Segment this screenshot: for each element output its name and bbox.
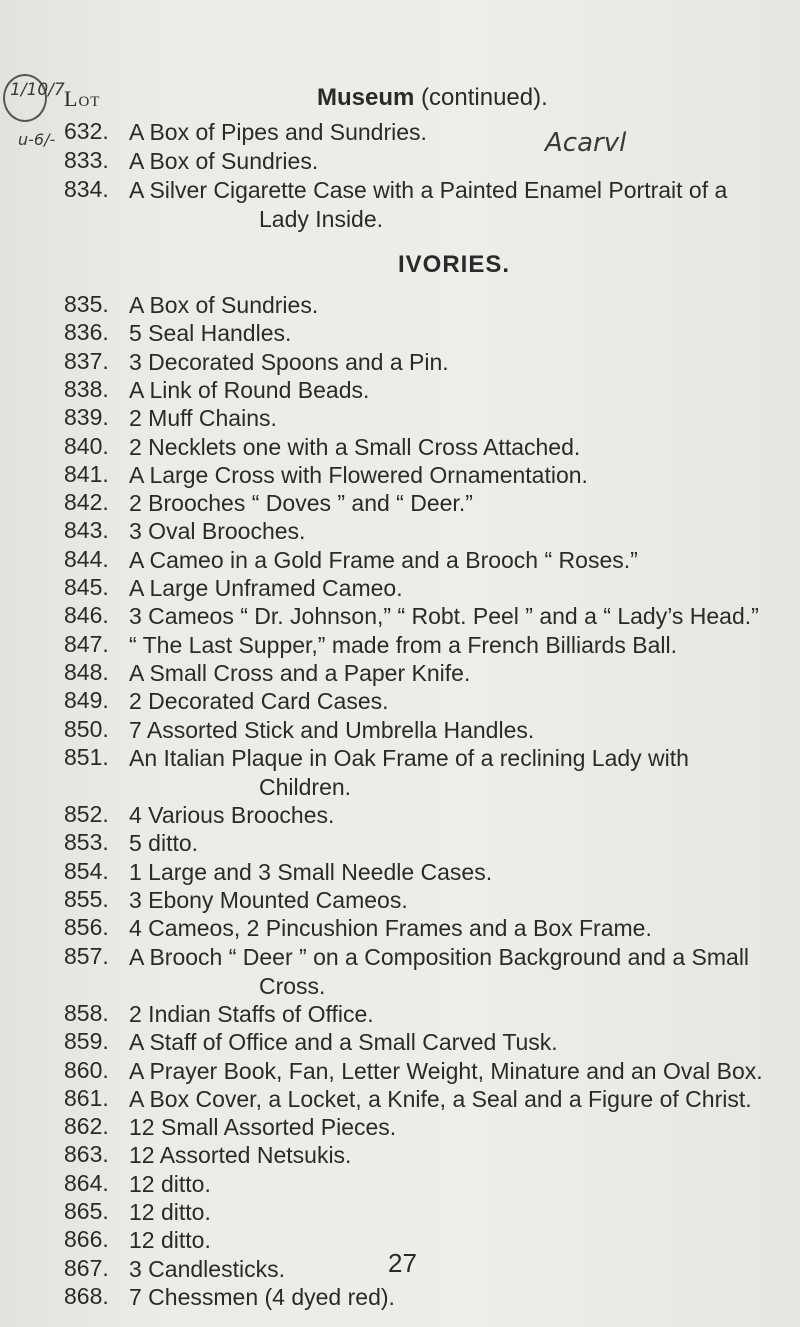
lot-description <box>129 1000 789 1029</box>
handwritten-buyer-note: Acarvl <box>545 128 627 158</box>
lot-number: 848. <box>64 658 109 685</box>
lot-number: 851. <box>64 743 109 770</box>
lot-description-text: A Brooch “ Deer ” on a Composition Background and a Small <box>129 943 750 970</box>
lot-number: 856. <box>64 914 109 941</box>
lot-number: 840. <box>64 432 109 459</box>
lot-number: 843. <box>64 517 109 544</box>
lot-description <box>129 687 789 716</box>
lot-number: 632. <box>64 118 109 144</box>
lot-number: 859. <box>64 1028 109 1055</box>
lot-description-text: 1 Large and 3 Small Needle Cases. <box>129 858 493 885</box>
lot-description <box>129 858 789 887</box>
lot-description-text: A Prayer Book, Fan, Letter Weight, Minature and an Oval Box. <box>129 1057 763 1084</box>
lot-number: 833. <box>64 147 109 173</box>
lot-description <box>129 1113 789 1142</box>
lot-description-text: A Small Cross and a Paper Knife. <box>129 659 471 686</box>
lot-description-text: A Large Cross with Flowered Ornamentation. <box>129 461 588 488</box>
lot-number: 849. <box>64 687 109 714</box>
lot-description-text: 2 Brooches “ Doves ” and “ Deer.” <box>129 490 473 517</box>
lot-description-text: 7 Chessmen (4 dyed red). <box>129 1283 395 1310</box>
lot-description <box>129 461 789 490</box>
lot-description <box>129 118 789 147</box>
lot-description <box>129 404 789 433</box>
lot-number: 838. <box>64 375 109 402</box>
lot-description <box>129 1198 789 1227</box>
lot-number: 835. <box>64 291 109 317</box>
lot-number: 834. <box>64 176 109 202</box>
lot-number: 861. <box>64 1084 109 1111</box>
lot-number: 860. <box>64 1056 109 1083</box>
lot-description <box>129 176 789 234</box>
lot-number: 854. <box>64 857 109 884</box>
lot-description <box>129 574 789 603</box>
lot-number: 865. <box>64 1198 109 1224</box>
lot-description-text: A Silver Cigarette Case with a Painted Enamel Portrait of a <box>129 177 728 203</box>
lot-number: 847. <box>64 630 109 657</box>
lot-description-text: A Large Unframed Cameo. <box>129 575 403 601</box>
lot-number: 850. <box>64 715 109 742</box>
lot-description-text: 5 Seal Handles. <box>129 320 292 347</box>
lot-description-text: A Cameo in a Gold Frame and a Brooch “ Roses.” <box>129 546 638 573</box>
lot-description-text: 2 Muff Chains. <box>129 405 277 432</box>
section-heading: IVORIES. <box>398 251 511 278</box>
lot-number: 844. <box>64 545 109 572</box>
handwritten-lot-margin-note: u-6/- <box>18 130 56 149</box>
lot-number: 864. <box>64 1169 109 1196</box>
lot-description <box>129 1283 789 1312</box>
page-title <box>317 84 548 112</box>
lot-number: 846. <box>64 602 109 629</box>
lot-description-text: 3 Candlesticks. <box>129 1255 285 1282</box>
lot-number: 858. <box>64 999 109 1026</box>
lot-description-text: 7 Assorted Stick and Umbrella Handles. <box>129 716 535 743</box>
lot-description <box>129 602 789 631</box>
lot-description <box>129 801 789 830</box>
lot-number: 839. <box>64 404 109 431</box>
lot-description <box>129 943 789 1001</box>
lot-number: 863. <box>64 1141 109 1168</box>
lot-description-text: A Box of Pipes and Sundries. <box>129 119 427 145</box>
lot-number: 852. <box>64 801 109 828</box>
lot-number: 857. <box>64 942 109 969</box>
lot-description-text: A Staff of Office and a Small Carved Tusk. <box>129 1029 558 1056</box>
lot-description <box>129 1028 789 1057</box>
lot-number: 845. <box>64 574 109 600</box>
lot-description <box>129 886 789 915</box>
lot-description-continuation: Lady Inside. <box>259 206 384 232</box>
lot-number: 841. <box>64 460 109 487</box>
lot-description-text: 12 ditto. <box>129 1170 211 1197</box>
lot-description-text: A Link of Round Beads. <box>129 376 370 403</box>
lot-description <box>129 659 789 688</box>
lot-number: 862. <box>64 1113 109 1140</box>
lot-description <box>129 147 789 176</box>
lot-description-text: 3 Ebony Mounted Cameos. <box>129 887 408 913</box>
page-number: 27 <box>388 1248 417 1278</box>
lot-description <box>129 291 789 320</box>
lot-number: 842. <box>64 489 109 516</box>
lot-number: 868. <box>64 1282 109 1309</box>
lot-description-text: An Italian Plaque in Oak Frame of a reclining Lady with <box>129 744 689 771</box>
lot-description <box>129 489 789 518</box>
lot-description-text: 12 ditto. <box>129 1199 211 1225</box>
lot-description-text: 3 Oval Brooches. <box>129 518 306 545</box>
lot-description <box>129 348 789 377</box>
lot-description-text: 12 ditto. <box>129 1227 211 1254</box>
lot-description <box>129 546 789 575</box>
title-suffix: (continued). <box>421 84 548 111</box>
lot-description-text: A Box of Sundries. <box>129 148 319 174</box>
lot-number: 853. <box>64 829 109 856</box>
lot-description <box>129 1255 789 1284</box>
lot-description-text: 12 Assorted Netsukis. <box>129 1142 352 1169</box>
lot-description-text: 12 Small Assorted Pieces. <box>129 1114 397 1141</box>
lot-description <box>129 376 789 405</box>
lot-description-text: 2 Indian Staffs of Office. <box>129 1000 374 1027</box>
handwritten-date-note: 1/10/7 <box>10 80 65 100</box>
lot-description <box>129 1226 789 1255</box>
lot-description-text: 5 ditto. <box>129 830 199 857</box>
lot-description <box>129 1170 789 1199</box>
lot-description <box>129 319 789 348</box>
lot-column-heading: Lot <box>64 86 101 111</box>
lot-description <box>129 631 789 660</box>
lot-description-text: 2 Decorated Card Cases. <box>129 688 389 715</box>
lot-description-text: 3 Decorated Spoons and a Pin. <box>129 348 449 375</box>
lot-description-text: 3 Cameos “ Dr. Johnson,” “ Robt. Peel ” and a “ Lady’s Head.” <box>129 603 759 630</box>
lot-description <box>129 716 789 745</box>
lot-description <box>129 1085 789 1114</box>
lot-description-continuation: Children. <box>259 773 352 800</box>
lot-description-text: “ The Last Supper,” made from a French Billiards Ball. <box>129 631 677 658</box>
lot-number: 855. <box>64 886 109 912</box>
title-text: Museum <box>317 84 415 111</box>
lot-description-text: A Box Cover, a Locket, a Knife, a Seal and a Figure of Christ. <box>129 1085 752 1112</box>
lot-description <box>129 1141 789 1170</box>
lot-description-text: 4 Various Brooches. <box>129 802 335 829</box>
lot-description <box>129 829 789 858</box>
lot-description-text: 4 Cameos, 2 Pincushion Frames and a Box Frame. <box>129 915 652 942</box>
lot-description <box>129 433 789 462</box>
lot-description <box>129 914 789 943</box>
lot-description <box>129 517 789 546</box>
lot-number: 837. <box>64 347 109 374</box>
lot-description <box>129 744 789 802</box>
lot-number: 866. <box>64 1226 109 1253</box>
lot-description-text: 2 Necklets one with a Small Cross Attached. <box>129 433 581 460</box>
lot-description <box>129 1057 789 1086</box>
lot-description-text: A Box of Sundries. <box>129 292 319 318</box>
lot-number: 836. <box>64 319 109 346</box>
lot-description-continuation: Cross. <box>259 972 326 999</box>
lot-number: 867. <box>64 1254 109 1281</box>
